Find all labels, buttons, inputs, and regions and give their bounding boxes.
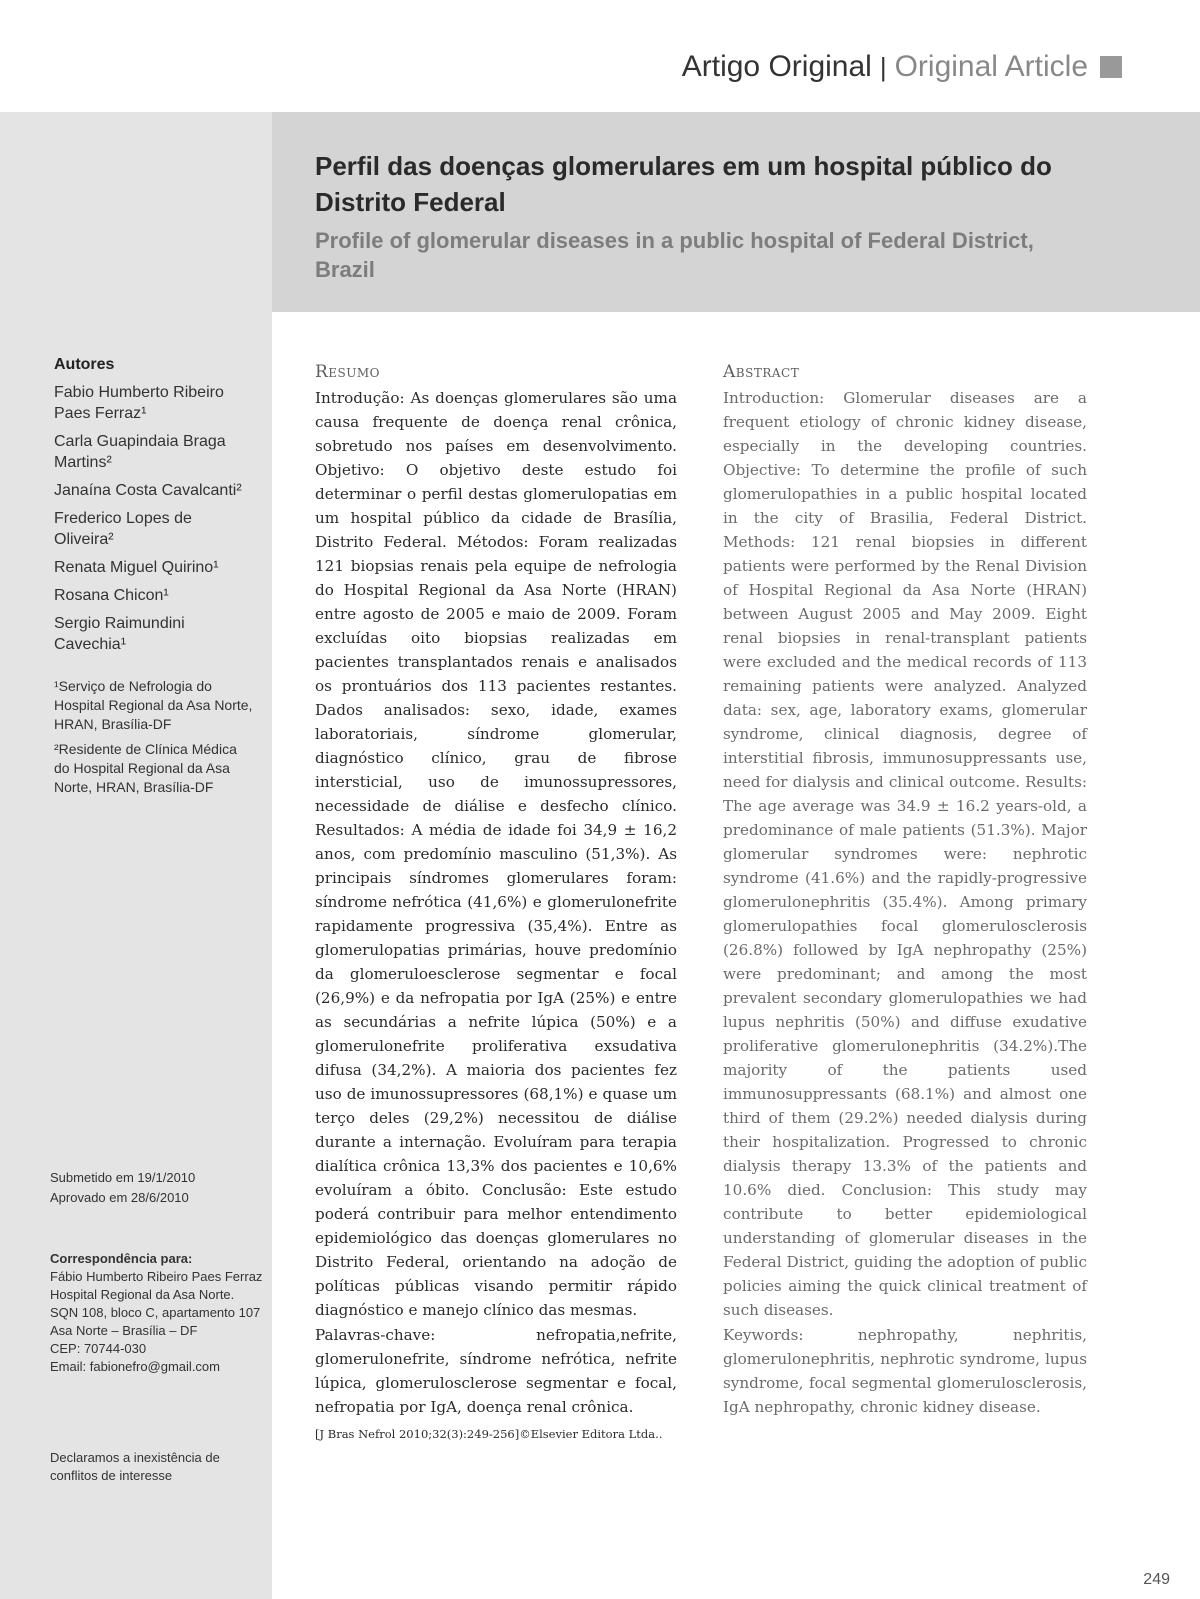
approved-date: Aprovado em 28/6/2010 (50, 1190, 189, 1205)
authors-sidebar (54, 356, 254, 803)
correspondence (50, 1250, 265, 1376)
author-name: Carla Guapindaia Braga Martins² (54, 433, 226, 471)
header-square-icon (1100, 56, 1122, 78)
author-name: Frederico Lopes de Oliveira² (54, 510, 192, 548)
authors-heading: Autores (54, 356, 115, 373)
correspondence-heading: Correspondência para: (50, 1251, 193, 1266)
abstract-section (723, 360, 1087, 1419)
affiliations (54, 677, 254, 797)
correspondence-email: Email: fabionefro@gmail.com (50, 1359, 220, 1374)
article-type-pt: Artigo Original (681, 50, 872, 83)
author-name: Fabio Humberto Ribeiro Paes Ferraz¹ (54, 384, 224, 422)
citation: [J Bras Nefrol 2010;32(3):249-256]©Elsevier Editora Ltda.. (315, 1427, 663, 1441)
author-name: Renata Miguel Quirino¹ (54, 559, 219, 576)
submitted-date: Submetido em 19/1/2010 (50, 1170, 196, 1185)
correspondence-line: Asa Norte – Brasília – DF (50, 1323, 198, 1338)
correspondence-line: CEP: 70744-030 (50, 1341, 147, 1356)
abstract-heading: Abstract (723, 362, 800, 382)
correspondence-line: Fábio Humberto Ribeiro Paes Ferraz (50, 1269, 263, 1284)
article-title-en: Profile of glomerular diseases in a public hospital of Federal District, Brazil (315, 228, 1034, 282)
correspondence-line: Hospital Regional da Asa Norte. SQN 108, bloco C, apartamento 107 (50, 1287, 261, 1320)
author-name: Rosana Chicon¹ (54, 587, 169, 604)
article-type-separator: | (879, 51, 887, 82)
resumo-body: Introdução: As doenças glomerulares são uma causa frequente de doença renal crônica, sobretudo nos países em desenvolvimento. Objetivo: O objetivo deste estudo foi determinar o perfil destas glomerulopatias em um hospital público da cidade de Brasília, Distrito Federal. Métodos: Foram realizadas 121 biopsias renais pela equipe de nefrologia do Hospital Regional da Asa Norte (HRAN) entre agosto de 2005 e maio de 2009. Foram excluídas oito biopsias realizadas em pacientes transplantados renais e analisados os prontuários dos 113 pacientes restantes. Dados analisados: sexo, idade, exames laboratoriais, síndrome glomerular, diagnóstico clínico, grau de fibrose intersticial, uso de imunossupressores, necessidade de diálise e desfecho clínico. Resultados: A média de idade foi 34,9 ± 16,2 anos, com predomínio masculino (51,3%). As principais síndromes glomerulares foram: síndrome nefrótica (41,6%) e glomerulonefrite rapidamente progressiva (35,4%). Entre as glomerulopatias primárias, houve predomínio da glomeruloesclerose segmentar e focal (26,9%) e da nefropatia por IgA (25%) e entre as secundárias a nefrite lúpica (50%) e a glomerulonefrite proliferativa exsudativa difusa (34,2%). A maioria dos pacientes fez uso de imunossupressores (68,1%) e quase um terço deles (29,2%) necessitou de diálise durante a internação. Evoluíram para terapia dialítica crônica 13,3% dos pacientes e 10,6% evoluíram a óbito. Conclusão: Este estudo poderá contribuir para melhor entendimento epidemiológico das doenças glomerulares no Distrito Federal, orientando na adoção de políticas públicas visando permitir rápido diagnóstico e manejo clínico das mesmas. (315, 389, 677, 1319)
article-title-pt: Perfil das doenças glomerulares em um hospital público do Distrito Federal (315, 151, 1052, 217)
abstract-keywords: Keywords: nephropathy, nephritis, glomerulonephritis, nephrotic syndrome, lupus syndrome, focal segmental glomerulosclerosis, IgA nephropathy, chronic kidney disease. (723, 1326, 1087, 1416)
article-type-header (682, 50, 1122, 84)
resumo-section (315, 360, 677, 1443)
resumo-keywords: Palavras-chave: nefropatia,nefrite, glomerulonefrite, síndrome nefrótica, nefrite lúpica, glomerulosclerose segmentar e focal, nefropatia por IgA, doença renal crônica. (315, 1326, 677, 1416)
page-number: 249 (1143, 1571, 1170, 1588)
affiliation: ¹Serviço de Nefrologia do Hospital Regional da Asa Norte, HRAN, Brasília-DF (54, 678, 253, 732)
author-name: Sergio Raimundini Cavechia¹ (54, 615, 185, 653)
submission-dates (50, 1168, 265, 1208)
conflict-declaration: Declaramos a inexistência de conflitos de interesse (50, 1450, 220, 1483)
author-name: Janaína Costa Cavalcanti² (54, 482, 242, 499)
resumo-heading: Resumo (315, 362, 381, 382)
article-type-en: Original Article (894, 50, 1088, 83)
affiliation: ²Residente de Clínica Médica do Hospital Regional da Asa Norte, HRAN, Brasília-DF (54, 741, 237, 795)
abstract-body: Introduction: Glomerular diseases are a frequent etiology of chronic kidney disease, especially in the developing countries. Objective: To determine the profile of such glomerulopathies in a public hospital located in the city of Brasilia, Federal District. Methods: 121 renal biopsies in different patients were performed by the Renal Division of Hospital Regional da Asa Norte (HRAN) between August 2005 and May 2009. Eight renal biopsies in renal-transplant patients were excluded and the medical records of 113 remaining patients were analyzed. Analyzed data: sex, age, laboratory exams, glomerular syndrome, clinical diagnosis, degree of interstitial fibrosis, immunosuppressants use, need for dialysis and clinical outcome. Results: The age average was 34.9 ± 16.2 years-old, a predominance of male patients (51.3%). Major glomerular syndromes were: nephrotic syndrome (41.6%) and the rapidly-progressive glomerulonephritis (35.4%). Among primary glomerulopathies focal glomerulosclerosis (26.8%) followed by IgA nephropathy (25%) were predominant; and among the most prevalent secondary glomerulopathies we had lupus nephritis (50%) and diffuse exudative proliferative glomerulonephritis (34.2%).The majority of the patients used immunosuppressants (68.1%) and almost one third of them (29.2%) needed dialysis during their hospitalization. Progressed to chronic dialysis therapy 13.3% of the patients and 10.6% died. Conclusion: This study may contribute to better epidemiological understanding of glomerular diseases in the Federal District, guiding the adoption of public policies aiming the quick clinical treatment of such diseases. (723, 389, 1087, 1319)
